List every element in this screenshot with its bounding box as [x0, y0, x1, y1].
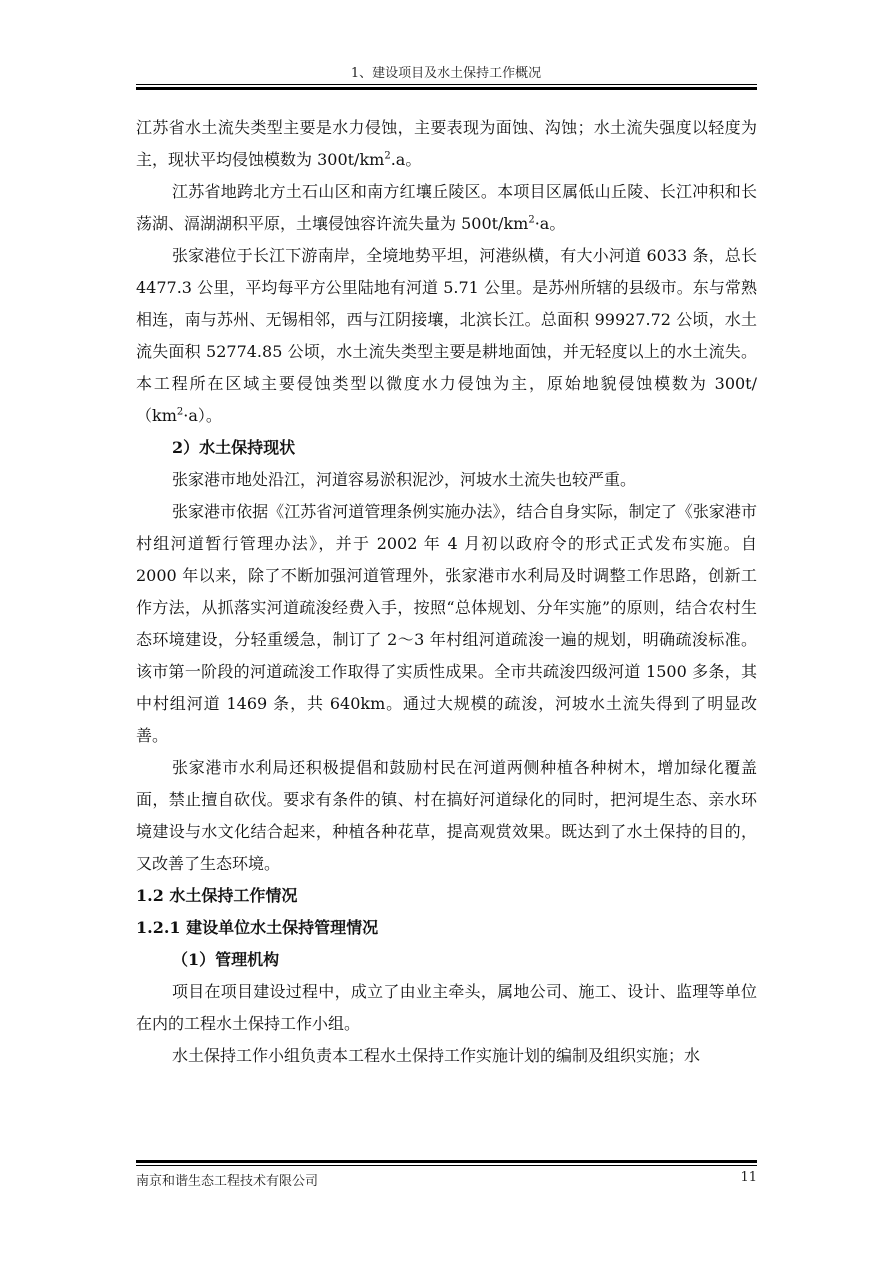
heading-1-2-1: 1.2.1 建设单位水土保持管理情况 [136, 918, 379, 937]
header-rule-thick [136, 87, 757, 90]
paragraph-erosion-type: 江苏省水土流失类型主要是水力侵蚀，主要表现为面蚀、沟蚀；水土流失强度以轻度为主，现状平均侵蚀模数为 $300t/km^2.a$。 [136, 118, 757, 169]
paragraph-region: 江苏省地跨北方土石山区和南方红壤丘陵区。本项目区属低山丘陵、长江冲积和长荡湖、滆湖湖积平原，土壤侵蚀容许流失量为 $500t/km^2\cdot a$。 [136, 182, 757, 233]
paragraph-greening: 张家港市水利局还积极提倡和鼓励村民在河道两侧种植各种树木，增加绿化覆盖面，禁止擅自砍伐。要求有条件的镇、村在搞好河道绿化的同时，把河堤生态、亲水环境建设与水文化结合起来，种植各种花草，提高观赏效果。既达到了水土保持的目的，又改善了生态环境。 [136, 758, 757, 873]
paragraph-zhangjiagang: 张家港位于长江下游南岸，全境地势平坦，河港纵横，有大小河道 6033 条，总长 4477.3 公里，平均每平方公里陆地有河道 5.71 公里。是苏州所辖的县级市。东与常熟相连，南与苏州、无锡相邻，西与江阴接壤，北滨长江。总面积 99927.72 公顷，水土流失面积 52774.85 公顷，水土流失类型主要是耕地面蚀，并无轻度以上的水土流失。本工程所在区域主要侵蚀类型以微度水力侵蚀为主，原始地貌侵蚀模数为 $300t/(km^2\cdot a)$。 [136, 246, 757, 425]
heading-management-org: （1）管理机构 [172, 950, 280, 969]
paragraph-working-group: 项目在项目建设过程中，成立了由业主牵头，属地公司、施工、设计、监理等单位在内的工程水土保持工作小组。 [136, 982, 757, 1033]
document-body [136, 112, 757, 1072]
paragraph-river-silt: 张家港市地处沿江，河道容易淤积泥沙，河坡水土流失也较严重。 [172, 470, 637, 489]
page-number: 11 [740, 1170, 757, 1185]
heading-conservation-status: 2）水土保持现状 [172, 438, 296, 457]
footer-company: 南京和谐生态工程技术有限公司 [136, 1174, 319, 1189]
footer-rule-thin [136, 1165, 757, 1166]
paragraph-river-management: 张家港市依据《江苏省河道管理条例实施办法》，结合自身实际，制定了《张家港市村组河道暂行管理办法》，并于 2002 年 4 月初以政府令的形式正式发布实施。自 2000 年以来，除了不断加强河道管理外，张家港市水利局及时调整工作思路，创新工作方法，从抓落实河道疏浚经费入手，按照“总体规划、分年实施”的原则，结合农村生态环境建设，分轻重缓急，制订了 2～3 年村组河道疏浚一遍的规划，明确疏浚标准。该市第一阶段的河道疏浚工作取得了实质性成果。全市共疏浚四级河道 1500 多条，其中村组河道 1469 条，共 640km。通过大规模的疏浚，河坡水土流失得到了明显改善。 [136, 502, 757, 745]
heading-1-2: 1.2 水土保持工作情况 [136, 886, 298, 905]
page-header-title: 1、建设项目及水土保持工作概况 [350, 66, 542, 81]
paragraph-group-duty: 水土保持工作小组负责本工程水土保持工作实施计划的编制及组织实施；水 [172, 1046, 701, 1065]
header-rule-thin [136, 84, 757, 85]
footer-rule-thick [136, 1160, 757, 1163]
